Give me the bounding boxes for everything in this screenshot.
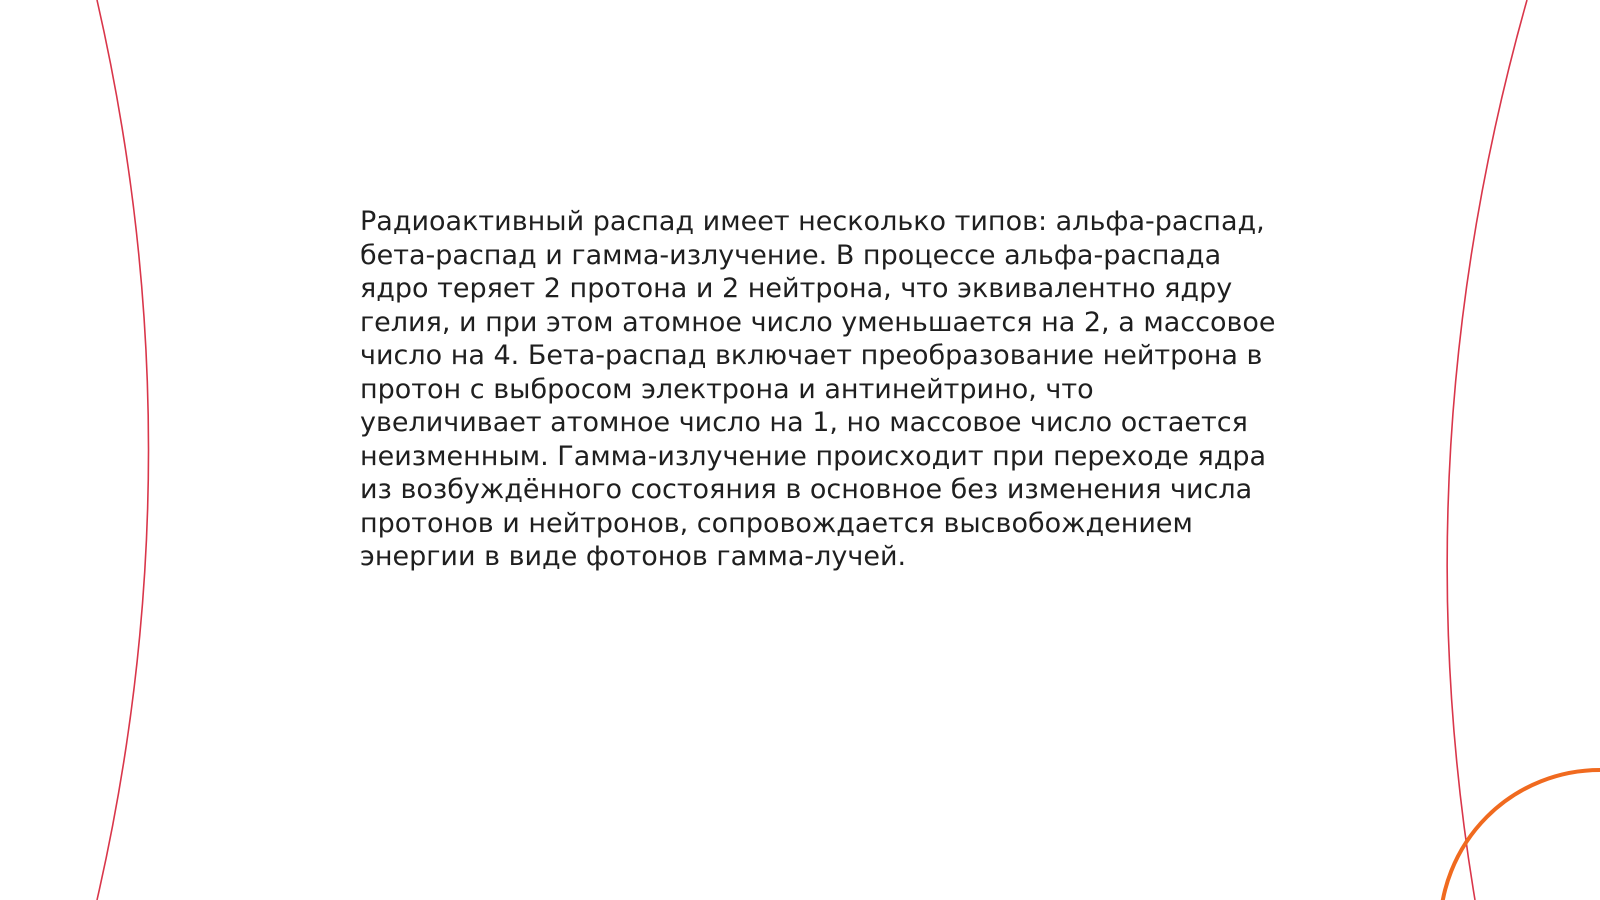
body-line-4: гелия, и при этом атомное число уменьшается на 2, а массовое <box>360 306 1276 338</box>
left-frame-curve <box>97 0 149 900</box>
orange-accent-arc <box>1440 770 1600 900</box>
right-frame-curve <box>1447 0 1527 900</box>
body-line-11: энергии в виде фотонов гамма-лучей. <box>360 541 907 572</box>
body-line-10: протонов и нейтронов, сопровождается высвобождением <box>360 507 1193 539</box>
body-line-9: из возбуждённого состояния в основное без изменения числа <box>360 474 1253 505</box>
body-paragraph <box>360 205 1276 574</box>
body-line-7: увеличивает атомное число на 1, но массовое число остается <box>360 407 1248 438</box>
body-line-8: неизменным. Гамма-излучение происходит при переходе ядра <box>360 440 1267 472</box>
body-line-1: Радиоактивный распад имеет несколько типов: альфа-распад, <box>360 206 1265 237</box>
body-line-5: число на 4. Бета-распад включает преобразование нейтрона в <box>360 340 1263 371</box>
body-line-3: ядро теряет 2 протона и 2 нейтрона, что эквивалентно ядру <box>360 273 1233 304</box>
body-line-2: бета-распад и гамма-излучение. В процессе альфа-распада <box>360 239 1222 271</box>
body-line-6: протон с выбросом электрона и антинейтрино, что <box>360 373 1094 405</box>
